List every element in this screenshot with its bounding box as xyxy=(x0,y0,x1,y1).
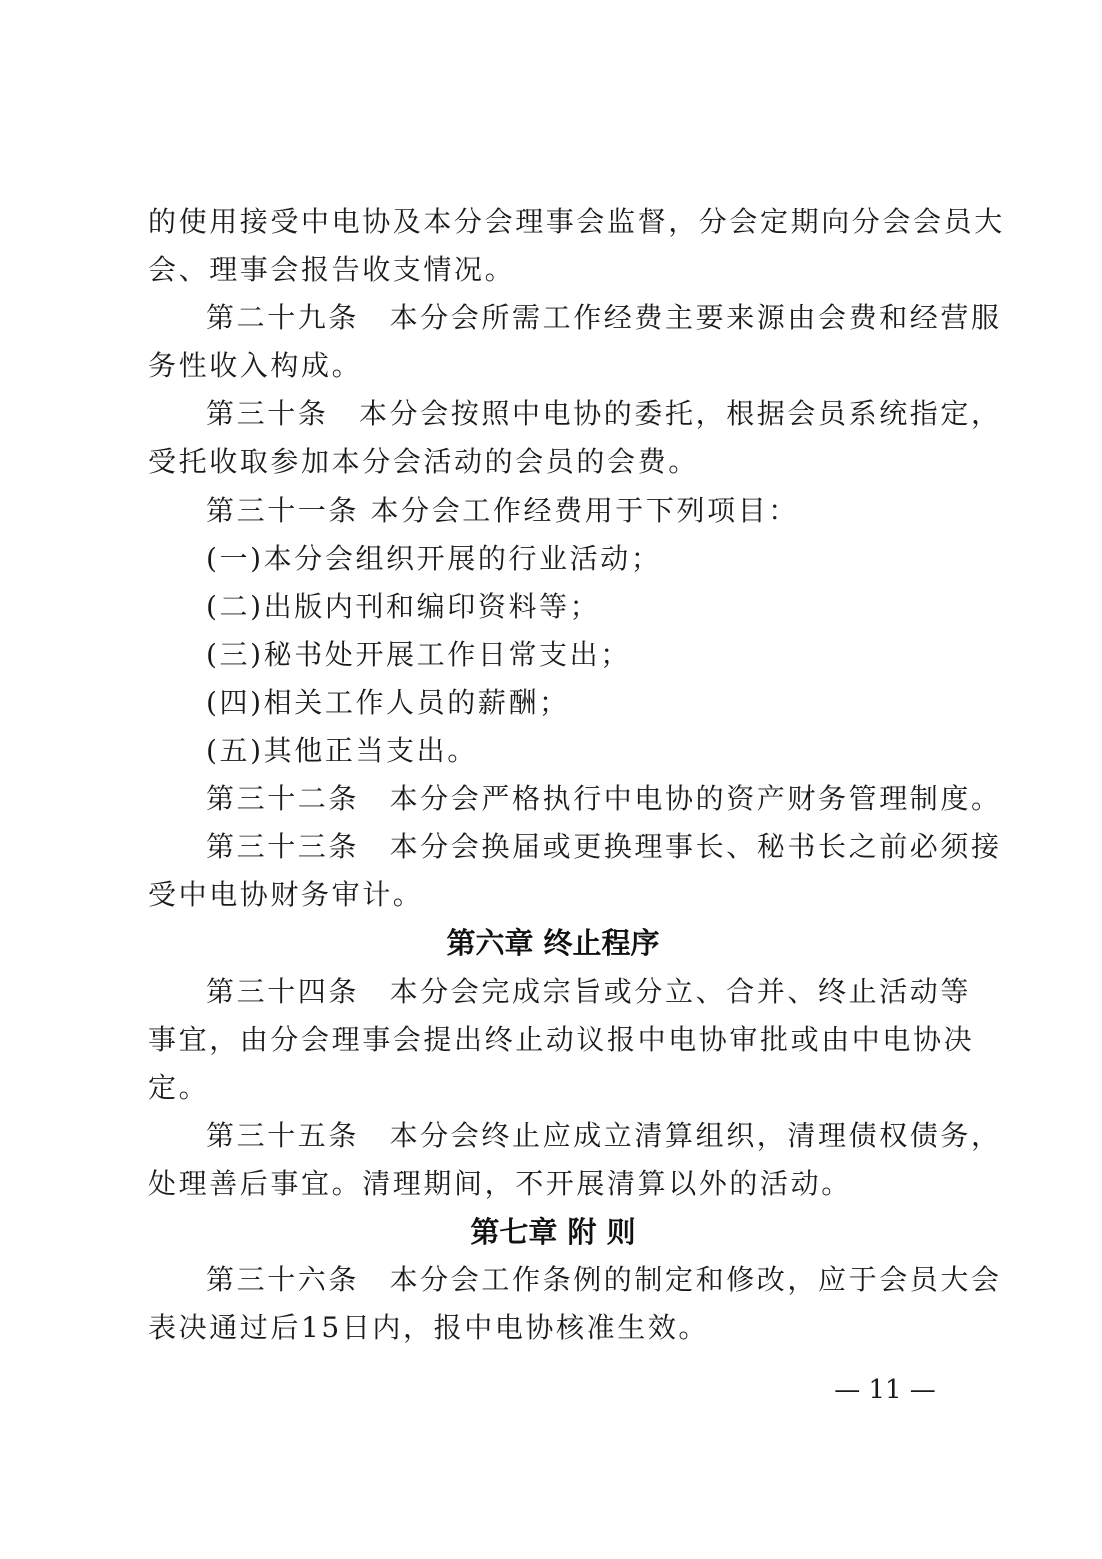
text-line: 受中电协财务审计。 xyxy=(148,878,424,911)
article-32: 第三十二条 本分会严格执行中电协的资产财务管理制度。 xyxy=(206,782,1002,815)
text-line: 表决通过后15日内，报中电协核准生效。 xyxy=(148,1311,710,1344)
article-35: 第三十五条 本分会终止应成立清算组织，清理债权债务， xyxy=(206,1119,1002,1152)
article-33: 第三十三条 本分会换届或更换理事长、秘书长之前必须接 xyxy=(206,830,1002,863)
text-line: 事宜，由分会理事会提出终止动议报中电协审批或由中电协决 xyxy=(148,1023,975,1056)
list-item-2: (二)出版内刊和编印资料等； xyxy=(206,590,601,623)
text-line: 的使用接受中电协及本分会理事会监督，分会定期向分会会员大 xyxy=(148,205,1005,238)
chapter-6-heading: 第六章 终止程序 xyxy=(446,926,660,960)
article-29: 第二十九条 本分会所需工作经费主要来源由会费和经营服 xyxy=(206,301,1002,334)
text-line: 处理善后事宜。清理期间，不开展清算以外的活动。 xyxy=(148,1167,852,1200)
text-line: 定。 xyxy=(148,1071,210,1104)
article-30: 第三十条 本分会按照中电协的委托，根据会员系统指定， xyxy=(206,397,1002,430)
article-34: 第三十四条 本分会完成宗旨或分立、合并、终止活动等 xyxy=(206,975,972,1008)
text-line: 务性收入构成。 xyxy=(148,349,363,382)
list-item-5: (五)其他正当支出。 xyxy=(206,734,478,767)
article-36: 第三十六条 本分会工作条例的制定和修改，应于会员大会 xyxy=(206,1263,1002,1296)
article-31: 第三十一条 本分会工作经费用于下列项目： xyxy=(206,494,799,527)
text-line: 会、理事会报告收支情况。 xyxy=(148,253,516,286)
list-item-1: (一)本分会组织开展的行业活动； xyxy=(206,542,662,575)
text-line: 受托收取参加本分会活动的会员的会费。 xyxy=(148,445,699,478)
page-number: — 11 — xyxy=(834,1375,936,1405)
list-item-3: (三)秘书处开展工作日常支出； xyxy=(206,638,631,671)
chapter-7-heading: 第七章 附 则 xyxy=(470,1215,636,1249)
list-item-4: (四)相关工作人员的薪酬； xyxy=(206,686,570,719)
